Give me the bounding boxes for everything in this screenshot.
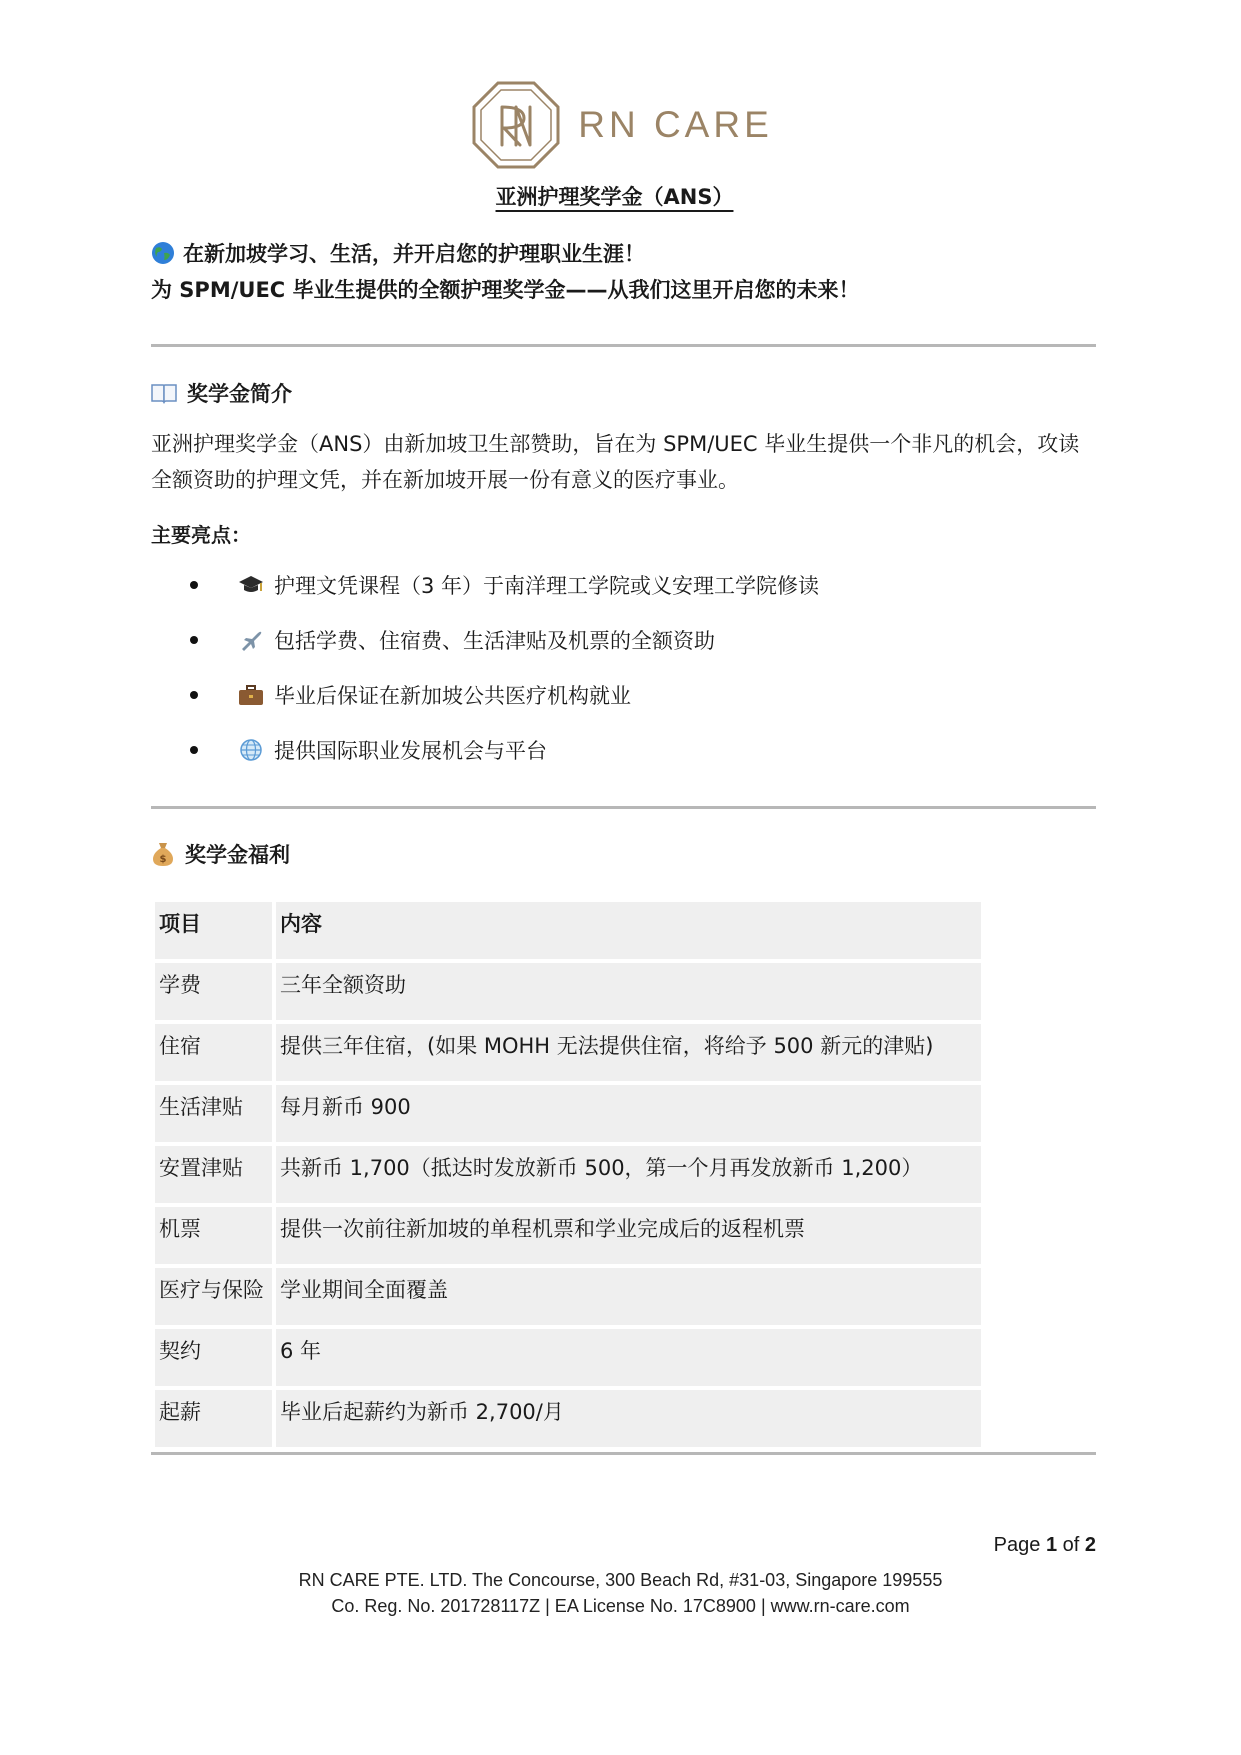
table-row bbox=[155, 1329, 981, 1386]
row-value: 提供一次前往新加坡的单程机票和学业完成后的返程机票 bbox=[276, 1207, 981, 1264]
table-row bbox=[155, 1085, 981, 1142]
bullet-dot bbox=[190, 636, 198, 644]
open-book-icon bbox=[151, 382, 177, 404]
svg-text:$: $ bbox=[159, 854, 167, 865]
divider bbox=[151, 1452, 1096, 1455]
row-label: 生活津贴 bbox=[155, 1085, 272, 1142]
row-value: 共新币 1,700（抵达时发放新币 500，第一个月再发放新币 1,200） bbox=[276, 1146, 981, 1203]
table-row bbox=[155, 1146, 981, 1203]
row-value: 毕业后起薪约为新币 2,700/月 bbox=[276, 1390, 981, 1447]
airplane-icon bbox=[236, 628, 266, 652]
globe-grid-icon bbox=[236, 738, 266, 762]
row-value: 三年全额资助 bbox=[276, 963, 981, 1020]
graduation-cap-icon bbox=[236, 574, 266, 596]
table-row bbox=[155, 1390, 981, 1447]
briefcase-icon bbox=[236, 684, 266, 706]
table-row bbox=[155, 1268, 981, 1325]
highlights-label: 主要亮点： bbox=[151, 523, 251, 547]
column-header-content: 内容 bbox=[276, 902, 981, 959]
footer-address: RN CARE PTE. LTD. The Concourse, 300 Beach Rd, #31-03, Singapore 199555 bbox=[298, 1570, 943, 1590]
highlight-item: 提供国际职业发展机会与平台 bbox=[190, 735, 547, 765]
bullet-dot bbox=[190, 691, 198, 699]
highlight-item: 护理文凭课程（3 年）于南洋理工学院或义安理工学院修读 bbox=[190, 570, 819, 600]
money-bag-icon bbox=[151, 841, 175, 867]
bullet-dot bbox=[190, 746, 198, 754]
row-label: 学费 bbox=[155, 963, 272, 1020]
row-label: 契约 bbox=[155, 1329, 272, 1386]
document-title: 亚洲护理奖学金（ANS） bbox=[495, 185, 734, 209]
highlight-item: 包括学费、住宿费、生活津贴及机票的全额资助 bbox=[190, 625, 715, 655]
benefits-table bbox=[151, 898, 985, 1451]
row-label: 机票 bbox=[155, 1207, 272, 1264]
table-row bbox=[155, 1024, 981, 1081]
row-value: 每月新币 900 bbox=[276, 1085, 981, 1142]
intro-heading: 奖学金简介 bbox=[151, 378, 292, 408]
page-number: Page 1 of 2 bbox=[993, 1534, 1096, 1556]
footer-registration: Co. Reg. No. 201728117Z | EA License No. 17C8900 | www.rn-care.com bbox=[331, 1596, 910, 1616]
highlight-item: 毕业后保证在新加坡公共医疗机构就业 bbox=[190, 680, 631, 710]
benefits-heading: $ 奖学金福利 bbox=[151, 839, 290, 869]
table-row bbox=[155, 963, 981, 1020]
table-row bbox=[155, 1207, 981, 1264]
brand-logo bbox=[468, 77, 773, 173]
divider bbox=[151, 344, 1096, 347]
row-label: 医疗与保险 bbox=[155, 1268, 272, 1325]
tagline-primary: 在新加坡学习、生活，并开启您的护理职业生涯！ bbox=[151, 238, 645, 268]
rn-monogram-icon bbox=[468, 77, 564, 173]
intro-paragraph: 亚洲护理奖学金（ANS）由新加坡卫生部赞助，旨在为 SPM/UEC 毕业生提供一个非凡的机会，攻读全额资助的护理文凭，并在新加坡开展一份有意义的医疗事业。 bbox=[151, 432, 1080, 492]
column-header-item: 项目 bbox=[155, 902, 272, 959]
table-header-row bbox=[155, 902, 981, 959]
row-value: 学业期间全面覆盖 bbox=[276, 1268, 981, 1325]
bullet-dot bbox=[190, 581, 198, 589]
row-label: 安置津贴 bbox=[155, 1146, 272, 1203]
globe-icon bbox=[151, 241, 175, 265]
tagline-secondary: 为 SPM/UEC 毕业生提供的全额护理奖学金——从我们这里开启您的未来！ bbox=[151, 278, 860, 302]
row-value: 提供三年住宿，(如果 MOHH 无法提供住宿，将给予 500 新元的津贴) bbox=[276, 1024, 981, 1081]
logo-area bbox=[0, 75, 1241, 175]
brand-name: RN CARE bbox=[578, 104, 773, 145]
divider bbox=[151, 806, 1096, 809]
row-value: 6 年 bbox=[276, 1329, 981, 1386]
row-label: 住宿 bbox=[155, 1024, 272, 1081]
row-label: 起薪 bbox=[155, 1390, 272, 1447]
